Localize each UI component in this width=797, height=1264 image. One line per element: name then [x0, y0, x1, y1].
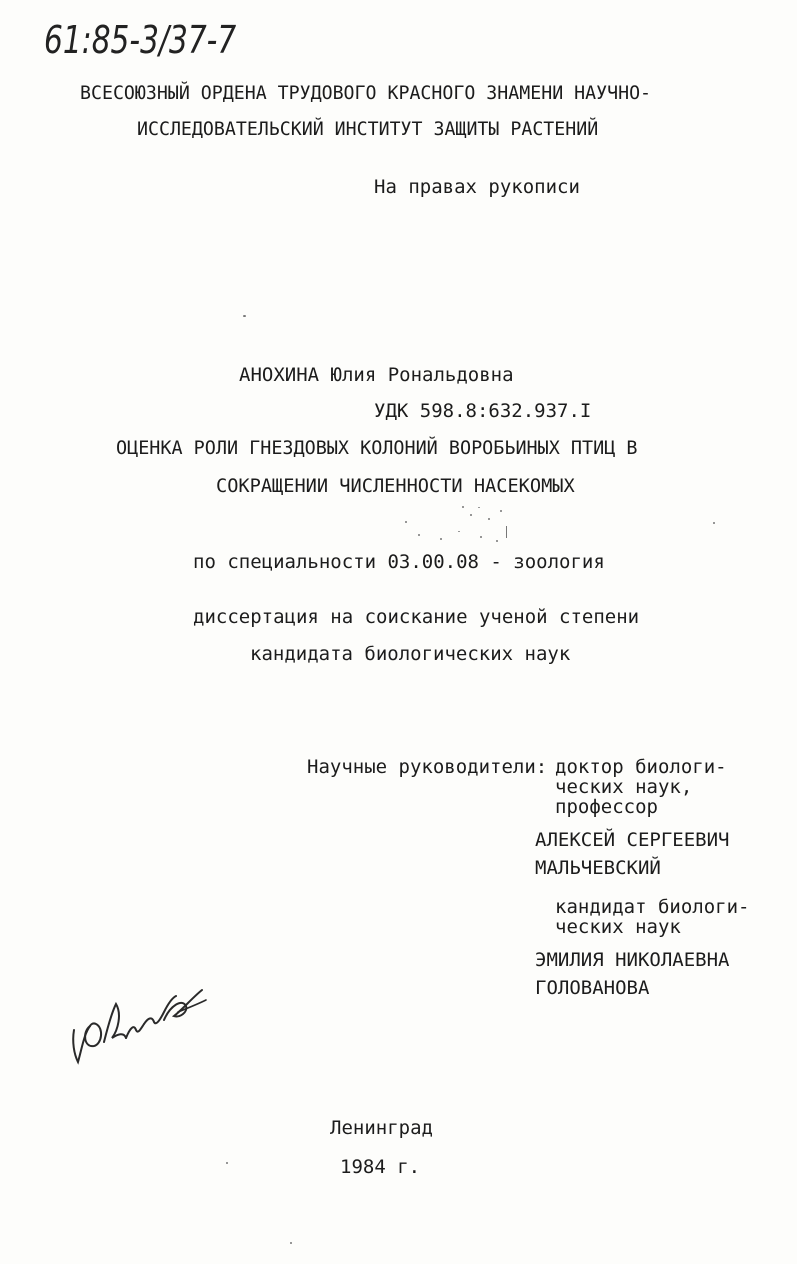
scan-speck — [458, 531, 460, 532]
scan-speck — [440, 538, 442, 540]
scan-speck — [470, 514, 472, 516]
supervisor-2-title-line-1: кандидат биологи- — [555, 896, 750, 918]
scan-speck — [496, 540, 498, 542]
specialty: по специальности 03.00.08 - зоология — [193, 551, 605, 573]
supervisors-label: Научные руководители: — [307, 756, 548, 778]
supervisor-2-title-line-2: ческих наук — [555, 916, 681, 938]
supervisor-1-name-line-2: МАЛЬЧЕВСКИЙ — [535, 857, 661, 879]
supervisor-1-name-line-1: АЛЕКСЕЙ СЕРГЕЕВИЧ — [535, 829, 730, 851]
scan-speck — [418, 534, 420, 536]
degree-line-2: кандидата биологических наук — [250, 643, 571, 665]
manuscript-rights: На правах рукописи — [374, 176, 580, 198]
year: 1984 г. — [340, 1156, 421, 1178]
degree-line-1: диссертация на соискание ученой степени — [193, 606, 640, 628]
scan-speck — [713, 522, 715, 524]
supervisor-1-title-line-2: ческих наук, — [555, 776, 693, 798]
scan-speck — [506, 526, 507, 538]
city: Ленинград — [330, 1117, 433, 1139]
institute-line-1: ВСЕСОЮЗНЫЙ ОРДЕНА ТРУДОВОГО КРАСНОГО ЗНАМЕНИ НАУЧНО- — [80, 82, 652, 104]
handwritten-signature — [60, 968, 220, 1068]
scan-speck — [243, 315, 246, 317]
scan-speck — [478, 507, 480, 508]
scan-speck — [480, 536, 482, 538]
dissertation-title-line-2: СОКРАЩЕНИИ ЧИСЛЕННОСТИ НАСЕКОМЫХ — [216, 475, 575, 497]
supervisor-1-title-line-1: доктор биологи- — [555, 756, 727, 778]
supervisor-2-name-line-1: ЭМИЛИЯ НИКОЛАЕВНА — [535, 949, 730, 971]
author-name: АНОХИНА Юлия Рональдовна — [239, 364, 514, 386]
supervisor-2-name-line-2: ГОЛОВАНОВА — [535, 977, 650, 999]
scan-speck — [500, 510, 502, 512]
dissertation-title-line-1: ОЦЕНКА РОЛИ ГНЕЗДОВЫХ КОЛОНИЙ ВОРОБЬИНЫХ ПТИЦ В — [116, 437, 638, 459]
scan-speck — [226, 1162, 228, 1164]
archive-number: 61:85-3/37-7 — [44, 18, 237, 62]
scan-speck — [488, 518, 490, 520]
institute-line-2: ИССЛЕДОВАТЕЛЬСКИЙ ИНСТИТУТ ЗАЩИТЫ РАСТЕНИЙ — [137, 118, 599, 140]
scan-speck — [405, 521, 407, 523]
supervisor-1-title-line-3: профессор — [555, 796, 658, 818]
scan-speck — [290, 1242, 292, 1244]
scan-speck — [462, 506, 464, 508]
udk-code: УДК 598.8:632.937.I — [374, 400, 592, 422]
